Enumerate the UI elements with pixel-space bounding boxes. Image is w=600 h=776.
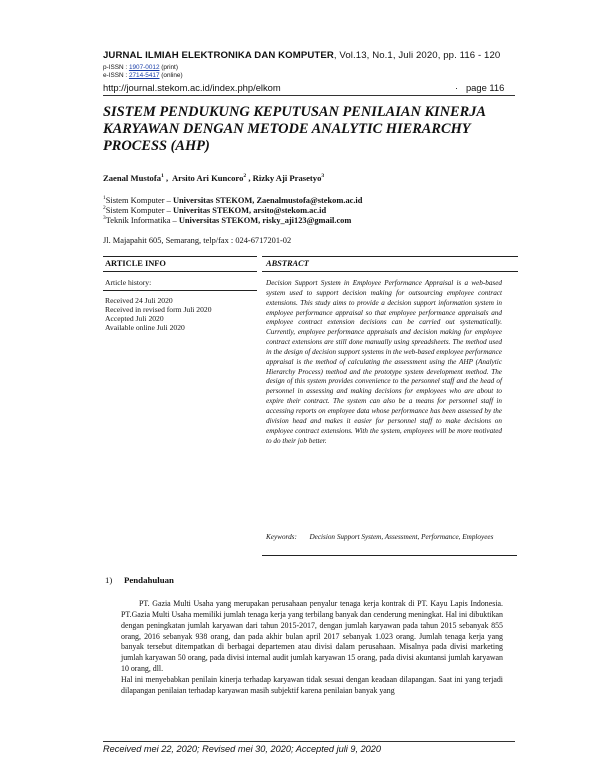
affiliation: $^2$Sistem Komputer – Univeritas STEKOM, arsito@stekom.ac.id <box>103 205 327 215</box>
journal-meta: , Vol.13, No.1, Juli 2020, pp. 116 - 120 <box>333 50 501 61</box>
eissn-line: e-ISSN : 2714-5417 (online) <box>103 72 183 79</box>
section-number: 1) <box>105 575 113 585</box>
section-body <box>121 599 503 697</box>
pissn-line: p-ISSN : 1907-0012 (print) <box>103 64 178 71</box>
author-name: Rizky Aji Prasetyo <box>252 173 322 183</box>
author-name: Arsito Ari Kuncoro <box>171 173 244 183</box>
history-item: Received 24 Juli 2020 <box>105 296 173 305</box>
abstract-body: Decision Support System in Employee Performance Appraisal is a web-based system used to support decision making for outsourcing employee contract extensions. This study aims to provide a decision support information system in employee performance appraisal so that employee performance appraisals and employee contract extension decisions can be carried out systematically. Currently, employee performance appraisals and decision making for employee contract extensions are still done manually using spreadsheets. The method used in the design of decision support systems in the web-based employee performance appraisal is the method of calculating the assessment using the AHP (Analytic Hierarchy Process) method and the prototype system development method. The design of this system provides convenience to the personnel staff and the head of personnel in assessing and making decisions for employees who are about to expire their contract. The system can also be a means for personnel staff in accessing reports on employee data whose performance has been assessed by the division head and makes it easier for personnel staff to make decisions on employee contract extensions. With the system, employees will be more motivated to do their job better. <box>266 279 502 445</box>
paragraph: PT. Gazia Multi Usaha yang merupakan perusahaan penyalur tenaga kerja kontrak di PT. Kayu Lapis Indonesia. PT.Gazia Multi Usaha memiliki jumlah tenaga kerja yang terbilang banyak dan cenderung meningkat. Hal ini dibuktikan dengan peningkatan jumlah karyawan dari tahun 2015-2017, dengan jumlah karyawan pada tahun 2015 sebanyak 855 orang, 2016 sebanyak 938 orang, dan pada akhir bulan april 2017 sebanyak 1.023 orang. Jumlah tenaga kerja yang banyak tersebut ditempatkan di berbagai departemen atau divisi dalam perusahaan. Misalnya pada divisi marketing jumlah karyawan 50 orang, pada divisi internal audit jumlah karyawan 15 orang, pada divisi akuntansi jumlah karyawan 10 orang, dll. <box>121 599 503 674</box>
author-list: Zaenal Mustofa$^1$ , Arsito Ari Kuncoro$^2$ , Rizky Aji Prasetyo$^3$ <box>103 173 325 183</box>
journal-name: JURNAL ILMIAH ELEKTRONIKA DAN KOMPUTER <box>103 50 334 61</box>
eissn-link[interactable]: 2714-5417 <box>128 72 160 79</box>
abstract-heading: ABSTRACT <box>262 256 518 272</box>
history-item: Received in revised form Juli 2020 <box>105 305 212 314</box>
paragraph: Hal ini menyebabkan penilain kinerja terhadap karyawan tidak sesuai dengan keadaan dilapangan. Saat ini yang terjadi dilapangan penilaian terhadap karyawan masih subjektif karena penilaian banyak yang <box>121 674 503 695</box>
article-info-heading: ARTICLE INFO <box>103 256 257 272</box>
keywords-list: Decision Support System, Assessment, Performance, Employees <box>309 533 494 541</box>
affiliation: $^3$Teknik Informatika – Universitas STEKOM, risky_aji123@gmail.com <box>103 215 352 225</box>
journal-header <box>103 50 500 61</box>
history-divider <box>103 290 257 291</box>
journal-url[interactable]: http://journal.stekom.ac.id/index.php/elkom <box>103 82 281 93</box>
institution-address: Jl. Majapahit 605, Semarang, telp/fax : 024-6717201-02 <box>103 236 292 245</box>
header-divider <box>103 95 515 96</box>
history-item: Accepted Juli 2020 <box>105 314 164 323</box>
keywords <box>266 533 502 543</box>
abstract-divider <box>262 555 517 556</box>
paper-title: SISTEM PENDUKUNG KEPUTUSAN PENILAIAN KINERJA KARYAWAN DENGAN METODE ANALYTIC HIERARCHY PROCESS (AHP) <box>103 104 486 154</box>
affiliation: $^1$Sistem Komputer – Universitas STEKOM, Zaenalmustofa@stekom.ac.id <box>103 195 363 205</box>
history-item: Available online Juli 2020 <box>105 323 185 332</box>
pissn-link[interactable]: 1907-0012 <box>128 64 160 71</box>
author-name: Zaenal Mustofa <box>103 173 162 183</box>
article-history-label: Article history: <box>105 278 152 287</box>
keywords-label: Keywords: <box>266 533 297 541</box>
page-number: · page 116 <box>455 82 505 93</box>
received-dates: Received mei 22, 2020; Revised mei 30, 2020; Accepted juli 9, 2020 <box>103 744 382 754</box>
footer-divider <box>103 741 515 742</box>
section-title: Pendahuluan <box>124 575 174 585</box>
